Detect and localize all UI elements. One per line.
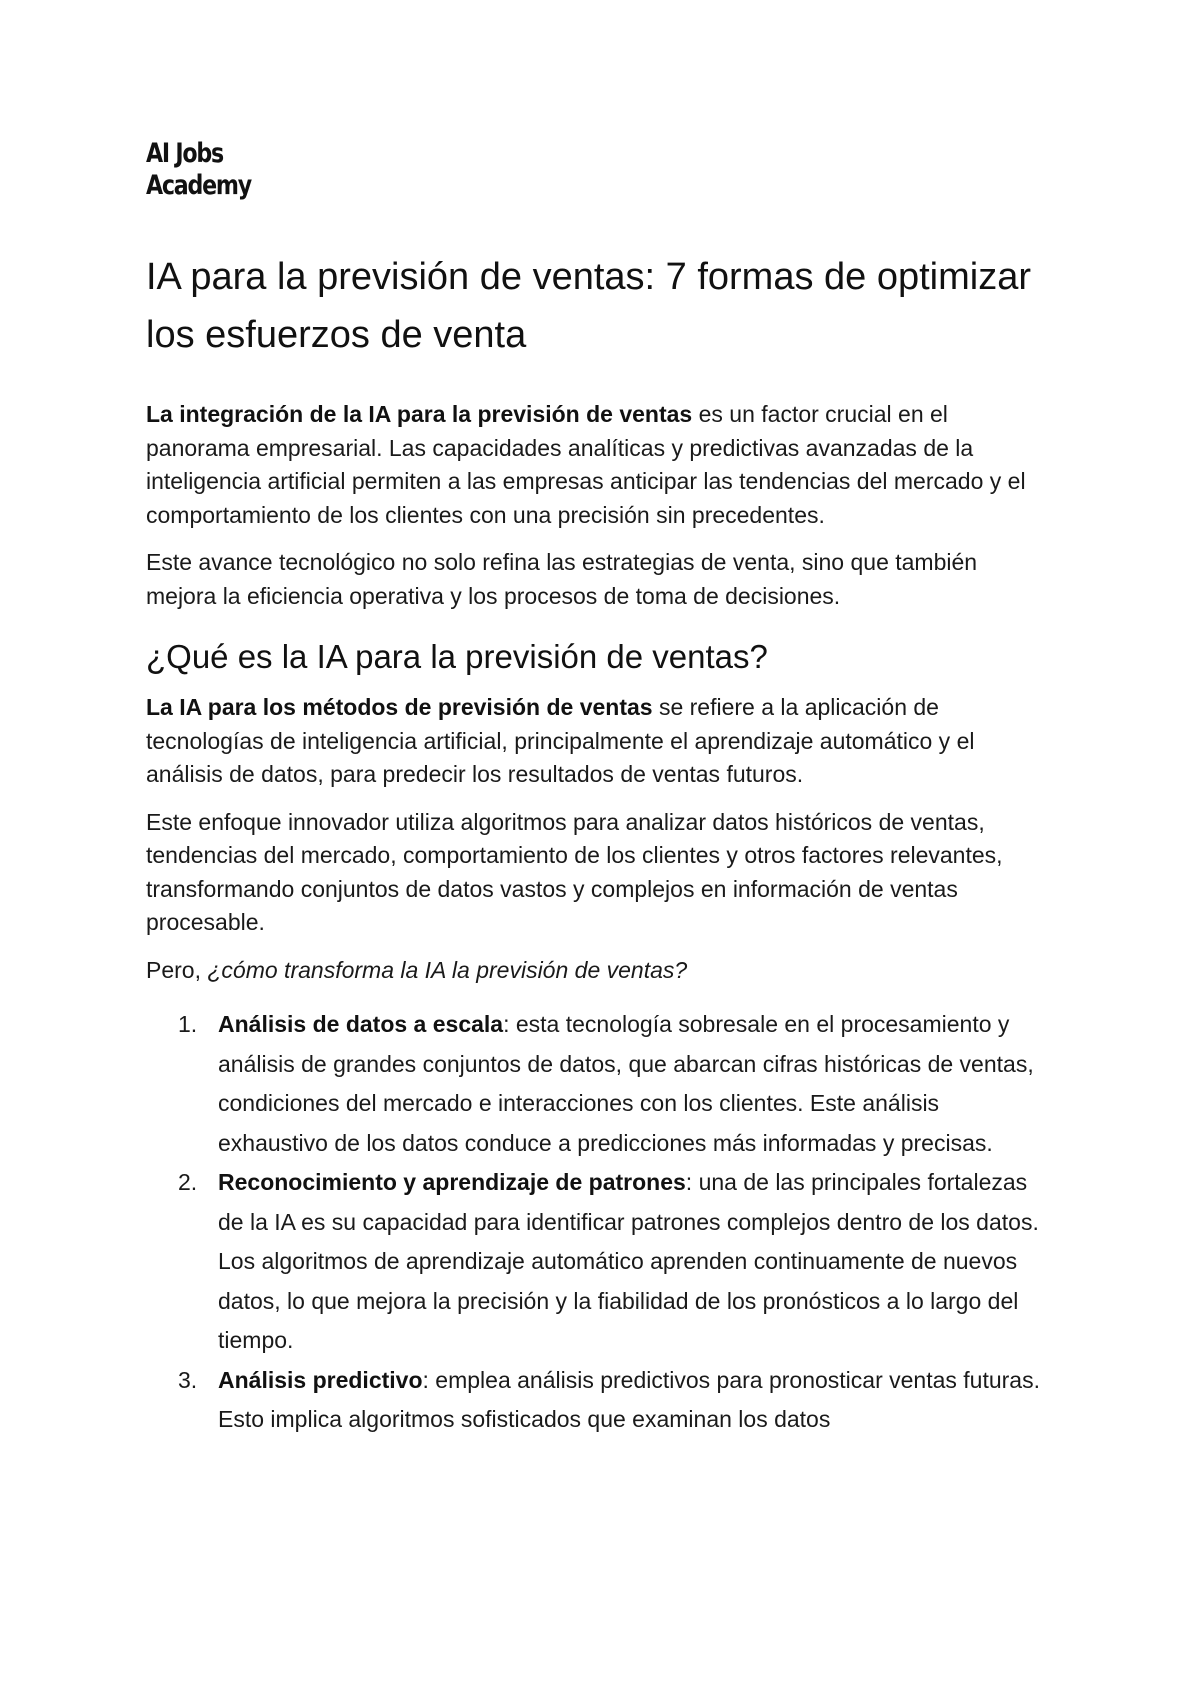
question-italic: ¿cómo transforma la IA la previsión de ventas? <box>207 956 688 983</box>
list-item-bold: Análisis predictivo <box>218 1366 423 1393</box>
list-item-text: : una de las principales fortalezas de la IA es su capacidad para identificar patrones complejos dentro de los datos. Los algoritmos de aprendizaje automático aprenden continuamente de nuevos datos, lo que mejora la precisión y la fiabilidad de los pronósticos a lo largo del tiempo. <box>218 1169 1039 1353</box>
list-item-number: 2. <box>178 1169 198 1195</box>
list-item-number: 3. <box>178 1366 198 1393</box>
question-prefix: Pero, <box>146 956 208 983</box>
document-title: IA para la previsión de ventas: 7 formas de optimizar los esfuerzos de venta <box>146 256 1032 356</box>
list-item-number: 1. <box>178 1011 198 1037</box>
intro-bold-phrase: La integración de la IA para la previsión de ventas <box>146 401 693 427</box>
list-item-bold: Análisis de datos a escala <box>218 1011 504 1037</box>
list-item <box>146 1361 1046 1440</box>
question-paragraph <box>146 954 1046 988</box>
document-page <box>146 138 1046 1440</box>
numbered-list <box>146 1005 1046 1440</box>
intro-text: es un factor crucial en el panorama empresarial. Las capacidades analíticas y predictivas avanzadas de la inteligencia artificial permiten a las empresas anticipar las tendencias del mercado y el comportamiento de los clientes con una precisión sin precedentes. <box>146 401 1026 528</box>
list-item <box>146 1163 1046 1361</box>
list-item-text: : esta tecnología sobresale en el procesamiento y análisis de grandes conjuntos de datos, que abarcan cifras históricas de ventas, condiciones del mercado e interacciones con los clientes. Este análisis exhaustivo de los datos conduce a predicciones más informadas y precisas. <box>218 1011 1034 1156</box>
list-item <box>146 1005 1046 1163</box>
definition-paragraph <box>146 691 1046 792</box>
intro-paragraph-2: Este avance tecnológico no solo refina las estrategias de venta, sino que también mejora la eficiencia operativa y los procesos de toma de decisiones. <box>146 549 978 609</box>
definition-bold-phrase: La IA para los métodos de previsión de ventas <box>146 694 653 720</box>
logo <box>146 138 310 202</box>
definition-paragraph-2: Este enfoque innovador utiliza algoritmos para analizar datos históricos de ventas, tendencias del mercado, comportamiento de los clientes y otros factores relevantes, transformando conjuntos de datos vastos y complejos en información de ventas procesable. <box>146 808 1003 935</box>
definition-text: se refiere a la aplicación de tecnologías de inteligencia artificial, principalmente el aprendizaje automático y el análisis de datos, para predecir los resultados de ventas futuros. <box>146 694 975 787</box>
logo-line-2: Academy <box>146 170 251 201</box>
intro-paragraph <box>146 398 1046 532</box>
list-item-text: : emplea análisis predictivos para pronosticar ventas futuras. Esto implica algoritmos sofisticados que examinan los datos <box>218 1366 1040 1432</box>
list-item-bold: Reconocimiento y aprendizaje de patrones <box>218 1169 686 1195</box>
logo-line-1: AI Jobs <box>146 138 223 169</box>
section-heading: ¿Qué es la IA para la previsión de ventas? <box>146 638 768 675</box>
